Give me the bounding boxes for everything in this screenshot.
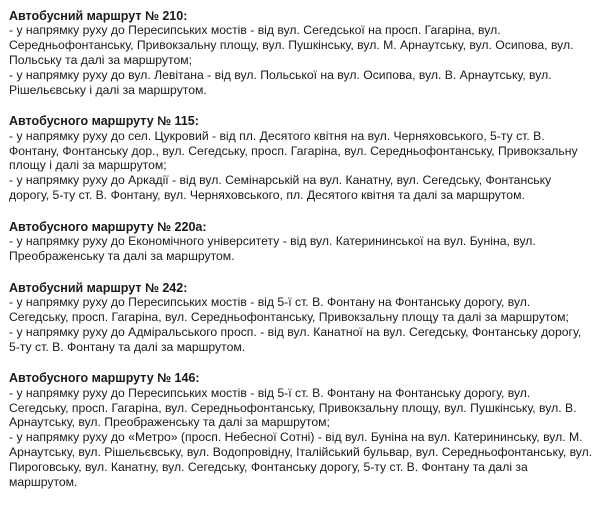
route-direction: - у напрямку руху до Економічного університету - від вул. Катерининської на вул. Буніна, вул. Преображенську та далі за маршрутом.: [9, 234, 536, 263]
route-section-242: [9, 281, 593, 355]
route-direction: - у напрямку руху до «Метро» (просп. Небесної Сотні) - від вул. Буніна на вул. Катерининську, вул. М. Арнаутську, вул. Рішельєвську, вул. Водопровідну, Італійський бульвар, вул. Середньофонтанську, вул. Пироговську, вул. Канатну, вул. Сегедську, Фонтанську дорогу, 5-ту ст. В. Фонтану та далі за маршрутом.: [9, 430, 593, 489]
route-section-220a: [9, 220, 593, 264]
route-direction: - у напрямку руху до Пересипських мостів - від вул. Сегедської на просп. Гагаріна, вул. Середньофонтанську, Привокзальну площу, вул. Пушкінську, вул. М. Арнаутську, вул. Осипова, вул. Польську та далі за маршрутом;: [9, 23, 574, 67]
route-document: [9, 9, 593, 506]
route-section-210: [9, 9, 593, 97]
route-direction: - у напрямку руху до Пересипських мостів - від 5-ї ст. В. Фонтану на Фонтанську дорогу, вул. Сегедську, просп. Гагаріна, вул. Середньофонтанську, Привокзальну площу, вул. Пушкінську, вул. В. Арнаутську, вул. Преображенську та далі за маршрутом;: [9, 385, 577, 430]
route-direction: - у напрямку руху до Аркадії - від вул. Семінарській на вул. Канатну, вул. Сегедську, Фонтанську дорогу, 5-ту ст. В. Фонтану, вул. Черняховського, пл. Десятого квітня та далі за маршрутом.: [9, 173, 552, 202]
route-title: Автобусного маршруту № 115:: [9, 114, 199, 129]
route-direction: - у напрямку руху до сел. Цукровий - від пл. Десятого квітня на вул. Черняховського, 5-ту ст. В. Фонтану, Фонтанську дор., вул. Сегедську, просп. Гагаріна, вул. Середньофонтанську, Привокзальну площу і далі за маршрутом;: [9, 128, 578, 173]
route-section-115: [9, 114, 593, 202]
route-direction: - у напрямку руху до вул. Левітана - від вул. Польської на вул. Осипова, вул. В. Арнаутську, вул. Рішельєвську і далі за маршрутом.: [9, 67, 552, 97]
route-direction: - у напрямку руху до Адміральського просп. - від вул. Канатної на вул. Сегедську, Фонтанську дорогу, 5-ту ст. В. Фонтану та далі за маршрутом.: [9, 324, 582, 354]
route-title: Автобусного маршруту № 220а:: [9, 219, 207, 234]
route-title: Автобусний маршрут № 210:: [9, 9, 188, 23]
route-title: Автобусний маршрут № 242:: [9, 280, 188, 295]
route-title: Автобусного маршруту № 146:: [9, 371, 200, 386]
route-direction: - у напрямку руху до Пересипських мостів - від 5-ї ст. В. Фонтану на Фонтанську дорогу, вул. Сегедську, просп. Гагаріна, вул. Середньофонтанську, Привокзальну площу та далі за маршрутом;: [9, 295, 569, 324]
